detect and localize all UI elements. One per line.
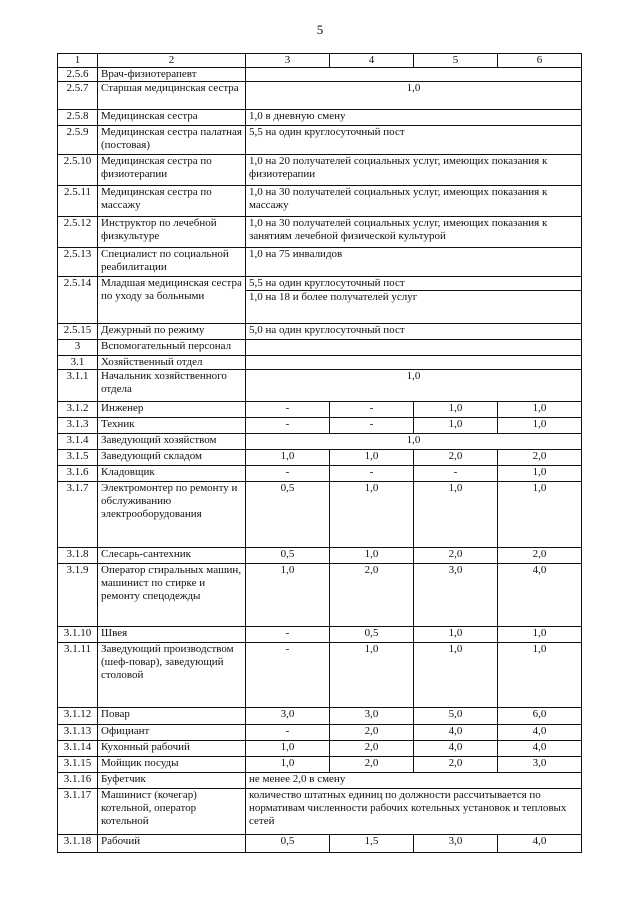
position-name: Кухонный рабочий <box>98 741 246 757</box>
position-name: Кладовщик <box>98 466 246 482</box>
row-number: 3.1.6 <box>58 466 98 482</box>
staff-value: - <box>246 627 330 643</box>
staff-norm-note <box>246 126 582 155</box>
position-name: Заведующий складом <box>98 450 246 466</box>
table-row <box>58 418 582 434</box>
staff-value: 1,0 <box>498 627 582 643</box>
staff-value: 1,0 <box>246 564 330 627</box>
staff-value: 1,0 <box>330 450 414 466</box>
position-name: Медицинская сестра по массажу <box>98 186 246 217</box>
header-cell-4: 4 <box>330 54 414 68</box>
norm-text: не менее 2,0 в смену <box>249 773 346 785</box>
staff-value: - <box>246 402 330 418</box>
table-row <box>58 217 582 248</box>
norm-text-secondary: 1,0 на 18 и более получателей услуг <box>246 290 581 304</box>
staff-value: 0,5 <box>246 482 330 548</box>
table-row <box>58 725 582 741</box>
table-row <box>58 356 582 370</box>
staff-value-merged: 1,0 <box>246 370 582 402</box>
row-number: 2.5.12 <box>58 217 98 248</box>
position-name: Оператор стиральных машин, машинист по стирке и ремонту спецодежды <box>98 564 246 627</box>
staff-value: 3,0 <box>246 708 330 725</box>
staff-norm-note <box>246 186 582 217</box>
position-name: Младшая медицинская сестра по уходу за больными <box>98 277 246 324</box>
position-name: Дежурный по режиму <box>98 324 246 340</box>
staff-value: 2,0 <box>498 450 582 466</box>
row-number: 3.1.16 <box>58 773 98 789</box>
table-row <box>58 186 582 217</box>
staff-value: 3,0 <box>330 708 414 725</box>
row-number: 3.1.5 <box>58 450 98 466</box>
empty-cell <box>246 68 582 82</box>
table-row <box>58 835 582 853</box>
row-number: 3.1.4 <box>58 434 98 450</box>
row-number: 3.1.2 <box>58 402 98 418</box>
table-row <box>58 82 582 110</box>
staff-value: 2,0 <box>330 741 414 757</box>
staff-value: - <box>246 466 330 482</box>
row-number: 2.5.10 <box>58 155 98 186</box>
position-name: Начальник хозяйственного отдела <box>98 370 246 402</box>
staff-value: 2,0 <box>414 548 498 564</box>
position-name: Старшая медицинская сестра <box>98 82 246 110</box>
staff-value: 1,0 <box>414 402 498 418</box>
header-cell-6: 6 <box>498 54 582 68</box>
row-number: 2.5.9 <box>58 126 98 155</box>
staff-value: 1,5 <box>330 835 414 853</box>
position-name: Повар <box>98 708 246 725</box>
staff-value: 2,0 <box>414 757 498 773</box>
table-row <box>58 434 582 450</box>
staff-value: 5,0 <box>414 708 498 725</box>
row-number: 3.1.10 <box>58 627 98 643</box>
staff-norm-note <box>246 110 582 126</box>
table-row <box>58 450 582 466</box>
table-row <box>58 643 582 708</box>
staff-value: 1,0 <box>498 482 582 548</box>
position-name: Электромонтер по ремонту и обслуживанию электрооборудования <box>98 482 246 548</box>
row-number: 3.1.11 <box>58 643 98 708</box>
position-name: Машинист (кочегар) котельной, оператор котельной <box>98 789 246 835</box>
header-cell-3: 3 <box>246 54 330 68</box>
position-name: Слесарь-сантехник <box>98 548 246 564</box>
norm-text: 1,0 на 20 получателей социальных услуг, имеющих показания к физиотерапии <box>249 155 548 180</box>
staff-value: - <box>330 402 414 418</box>
staff-value: 1,0 <box>330 643 414 708</box>
header-cell-1: 1 <box>58 54 98 68</box>
norm-text: 1,0 на 30 получателей социальных услуг, имеющих показания к занятиям лечебной физической культурой <box>249 217 548 242</box>
row-number: 3.1.12 <box>58 708 98 725</box>
staff-value: 3,0 <box>414 835 498 853</box>
staff-value: 4,0 <box>498 564 582 627</box>
norm-text: 1,0 на 75 инвалидов <box>249 248 343 260</box>
position-name: Медицинская сестра <box>98 110 246 126</box>
table-row <box>58 789 582 835</box>
staff-value-merged: 1,0 <box>246 82 582 110</box>
table-row <box>58 110 582 126</box>
staff-value: 4,0 <box>498 741 582 757</box>
table-row <box>58 68 582 82</box>
staff-value: 4,0 <box>498 835 582 853</box>
position-name: Вспомогательный персонал <box>98 340 246 356</box>
position-name: Буфетчик <box>98 773 246 789</box>
row-number: 3.1.14 <box>58 741 98 757</box>
staff-value: 0,5 <box>246 548 330 564</box>
page-number: 5 <box>316 22 324 37</box>
position-name: Медицинская сестра палатная (постовая) <box>98 126 246 155</box>
staff-value: 2,0 <box>330 757 414 773</box>
row-number: 3.1.1 <box>58 370 98 402</box>
staff-value: 3,0 <box>498 757 582 773</box>
staff-value: 4,0 <box>414 725 498 741</box>
staff-value: - <box>330 466 414 482</box>
empty-cell <box>246 356 582 370</box>
row-number: 3.1.18 <box>58 835 98 853</box>
staff-value: 1,0 <box>330 548 414 564</box>
table-row <box>58 548 582 564</box>
table-row <box>58 627 582 643</box>
row-number: 2.5.8 <box>58 110 98 126</box>
staff-value: 1,0 <box>414 418 498 434</box>
table-row <box>58 370 582 402</box>
table-row <box>58 564 582 627</box>
table-row <box>58 155 582 186</box>
staff-value: 3,0 <box>414 564 498 627</box>
norm-text: 1,0 в дневную смену <box>249 110 346 122</box>
row-number: 3.1.9 <box>58 564 98 627</box>
table-row <box>58 402 582 418</box>
position-name: Хозяйственный отдел <box>98 356 246 370</box>
row-number: 3.1.7 <box>58 482 98 548</box>
staff-value: - <box>330 418 414 434</box>
staff-norm-note <box>246 773 582 789</box>
row-number: 2.5.13 <box>58 248 98 277</box>
staff-norm-note <box>246 248 582 277</box>
header-cell-5: 5 <box>414 54 498 68</box>
staff-value: 1,0 <box>414 482 498 548</box>
staff-value: 1,0 <box>498 418 582 434</box>
staff-norm-note <box>246 155 582 186</box>
staff-norm-note <box>246 217 582 248</box>
staff-value: 1,0 <box>246 450 330 466</box>
staff-norm-note <box>246 789 582 835</box>
table-row <box>58 482 582 548</box>
norm-text: 5,5 на один круглосуточный пост <box>249 277 405 289</box>
row-number: 3.1 <box>58 356 98 370</box>
staff-value: 1,0 <box>498 402 582 418</box>
table-row <box>58 741 582 757</box>
staff-value: 2,0 <box>498 548 582 564</box>
staff-value: 6,0 <box>498 708 582 725</box>
row-number: 2.5.14 <box>58 277 98 324</box>
norm-text: количество штатных единиц по должности рассчитывается по нормативам численности рабочих котельных установок и тепловых сетей <box>249 789 567 827</box>
row-number: 3.1.15 <box>58 757 98 773</box>
staff-value: 1,0 <box>414 627 498 643</box>
staffing-table <box>57 53 582 853</box>
staff-value: - <box>246 643 330 708</box>
staff-value: 0,5 <box>246 835 330 853</box>
row-number: 3.1.3 <box>58 418 98 434</box>
row-number: 2.5.7 <box>58 82 98 110</box>
position-name: Инженер <box>98 402 246 418</box>
staff-norm-note <box>246 277 582 324</box>
row-number: 3.1.8 <box>58 548 98 564</box>
staff-norm-note <box>246 324 582 340</box>
table-row <box>58 340 582 356</box>
row-number: 2.5.15 <box>58 324 98 340</box>
staff-value: 4,0 <box>498 725 582 741</box>
position-name: Заведующий производством (шеф-повар), заведующий столовой <box>98 643 246 708</box>
position-name: Медицинская сестра по физиотерапии <box>98 155 246 186</box>
table-row <box>58 708 582 725</box>
row-number: 2.5.11 <box>58 186 98 217</box>
position-name: Инструктор по лечебной физкультуре <box>98 217 246 248</box>
norm-text: 1,0 на 30 получателей социальных услуг, имеющих показания к массажу <box>249 186 548 211</box>
position-name: Рабочий <box>98 835 246 853</box>
norm-text: 5,5 на один круглосуточный пост <box>249 126 405 138</box>
table-row <box>58 126 582 155</box>
header-cell-2: 2 <box>98 54 246 68</box>
norm-text: 5,0 на один круглосуточный пост <box>249 324 405 336</box>
table-row <box>58 773 582 789</box>
staff-value: 1,0 <box>246 757 330 773</box>
position-name: Мойщик посуды <box>98 757 246 773</box>
row-number: 3.1.13 <box>58 725 98 741</box>
table-row <box>58 277 582 324</box>
position-name: Специалист по социальной реабилитации <box>98 248 246 277</box>
position-name: Врач-физиотерапевт <box>98 68 246 82</box>
table-row <box>58 324 582 340</box>
table-row <box>58 466 582 482</box>
staff-value: 1,0 <box>330 482 414 548</box>
staff-value: 2,0 <box>414 450 498 466</box>
table-row <box>58 757 582 773</box>
staff-value: - <box>414 466 498 482</box>
position-name: Официант <box>98 725 246 741</box>
staff-value: 2,0 <box>330 564 414 627</box>
header-row <box>58 54 582 68</box>
row-number: 3 <box>58 340 98 356</box>
staff-value: 0,5 <box>330 627 414 643</box>
staff-value: 1,0 <box>498 466 582 482</box>
position-name: Швея <box>98 627 246 643</box>
staff-value: 2,0 <box>330 725 414 741</box>
empty-cell <box>246 340 582 356</box>
staff-value: 1,0 <box>498 643 582 708</box>
staff-value: 1,0 <box>246 741 330 757</box>
staff-value: - <box>246 418 330 434</box>
row-number: 2.5.6 <box>58 68 98 82</box>
staff-value: 4,0 <box>414 741 498 757</box>
position-name: Техник <box>98 418 246 434</box>
staff-value: 1,0 <box>414 643 498 708</box>
row-number: 3.1.17 <box>58 789 98 835</box>
staff-value-merged: 1,0 <box>246 434 582 450</box>
staff-value: - <box>246 725 330 741</box>
position-name: Заведующий хозяйством <box>98 434 246 450</box>
table-row <box>58 248 582 277</box>
